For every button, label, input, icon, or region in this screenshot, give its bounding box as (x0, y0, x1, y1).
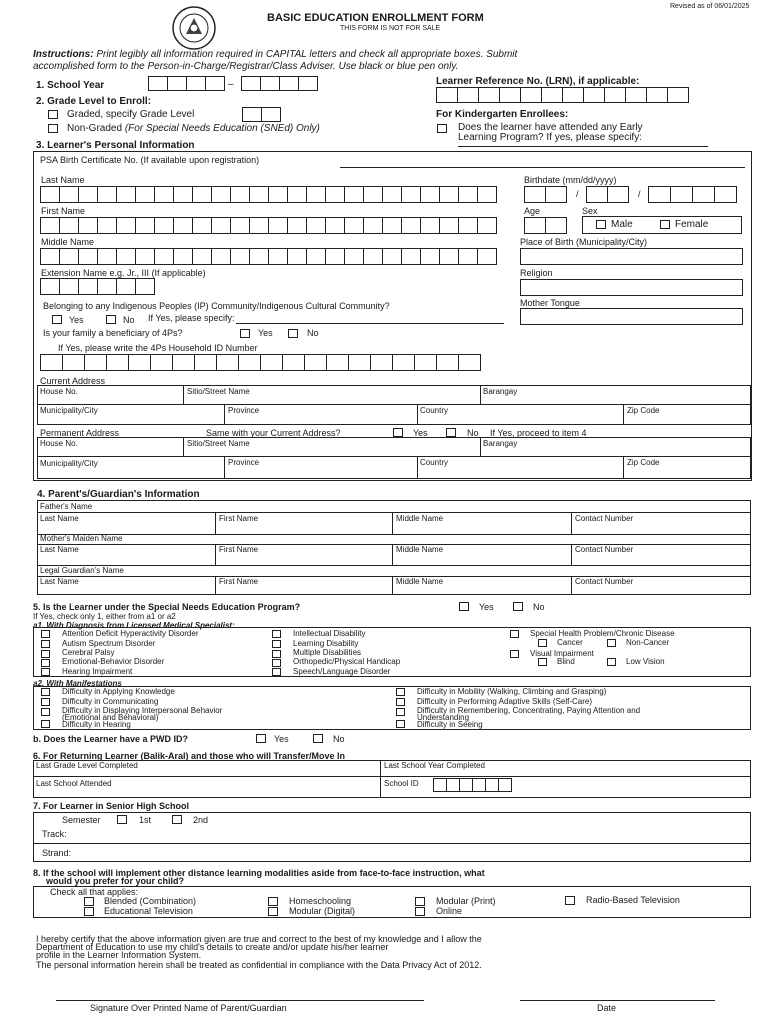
deped-seal (172, 6, 216, 50)
guardian-label: Legal Guardian's Name (40, 566, 124, 575)
modality-q1: 8. If the school will implement other distance learning modalities aside from face-to-face instruction, what (33, 868, 485, 878)
school-year-label: 1. School Year (36, 80, 105, 91)
same-no-label: No (467, 428, 479, 438)
learner-info-label: 3. Learner's Personal Information (36, 140, 195, 151)
middle-name-label: Middle Name (41, 237, 95, 247)
revision-date: Revised as of 06/01/2025 (670, 3, 750, 10)
sned-question: 5. Is the Learner under the Special Needs Education Program? (33, 602, 301, 612)
opt-radio-tv: Radio-Based Television (586, 895, 680, 905)
sem-1st-label: 1st (139, 815, 152, 825)
a1-autism-checkbox[interactable] (41, 640, 50, 648)
male-checkbox[interactable] (596, 220, 606, 229)
a1-id: Intellectual Disability (293, 629, 366, 638)
a1-oph-checkbox[interactable] (272, 659, 281, 667)
4ps-no-label: No (307, 328, 319, 338)
cur-brgy-label: Barangay (483, 387, 518, 396)
4ps-no-checkbox[interactable] (288, 329, 298, 338)
last-name-label: Last Name (41, 175, 85, 185)
cur-sitio-label: Sitio/Street Name (187, 387, 250, 396)
female-checkbox[interactable] (660, 220, 670, 229)
blended-checkbox[interactable] (84, 897, 94, 906)
school-year-dash: – (228, 79, 234, 90)
ip-question: Belonging to any Indigenous Peoples (IP) Community/Indigenous Cultural Community? (43, 301, 390, 311)
a1-hearing: Hearing Impairment (62, 667, 133, 676)
opt-blended: Blended (Combination) (104, 896, 197, 906)
mother-contact: Contact Number (575, 545, 634, 554)
kinder-label: For Kindergarten Enrollees: (436, 109, 569, 120)
returning-label: 6. For Returning Learner (Balik-Aral) and those who will Transfer/Move In (33, 751, 346, 761)
sned-no-checkbox[interactable] (513, 602, 523, 611)
a1-sld-checkbox[interactable] (272, 668, 281, 676)
a1-ebd-checkbox[interactable] (41, 659, 50, 667)
tongue-field[interactable] (520, 308, 743, 325)
cert-line2: Department of Education to use my child's details to create and/or update his/her learner (36, 942, 389, 952)
a1-visual: Visual Impairment (530, 649, 594, 658)
last-grade-label: Last Grade Level Completed (36, 761, 138, 770)
nongraded-label: Non-Graded (For Special Needs Education (SNEd) Only) (67, 123, 320, 134)
date-line[interactable] (520, 1000, 715, 1001)
female-label: Female (675, 219, 709, 230)
semester-label: Semester (62, 815, 101, 825)
cur-prov-label: Province (228, 406, 260, 415)
perm-sitio-label: Sitio/Street Name (187, 439, 250, 448)
last-school-label: Last School Attended (36, 779, 112, 788)
signature-line[interactable] (56, 1000, 424, 1001)
pob-label: Place of Birth (Municipality/City) (520, 237, 648, 247)
birth-mm[interactable] (524, 186, 566, 203)
4ps-yes-label: Yes (258, 328, 273, 338)
a2-label: a2. With Manifestations (33, 679, 122, 688)
opt-modular-print: Modular (Print) (436, 896, 496, 906)
school-year-start[interactable] (148, 76, 224, 91)
cur-country-label: Country (420, 406, 449, 415)
same-no-checkbox[interactable] (446, 428, 456, 437)
guardian-contact: Contact Number (575, 577, 634, 586)
a2-seeing-checkbox[interactable] (396, 720, 405, 728)
perm-address-label: Permanent Address (40, 428, 120, 438)
modular-print-checkbox[interactable] (415, 897, 425, 906)
ip-specify-line[interactable] (236, 323, 504, 324)
age-boxes[interactable] (524, 217, 566, 234)
father-middle: Middle Name (396, 514, 444, 523)
a2-hearing-checkbox[interactable] (41, 720, 50, 728)
lrn-boxes[interactable] (436, 87, 688, 103)
ip-no-checkbox[interactable] (106, 315, 116, 324)
sem-1st-checkbox[interactable] (117, 815, 127, 824)
a1-adhd-checkbox[interactable] (41, 630, 50, 638)
perm-muni-label: Municipality/City (40, 459, 98, 468)
parent-info-label: 4. Parent's/Guardian's Information (37, 489, 200, 500)
check-all-label: Check all that applies: (50, 887, 139, 897)
school-id-boxes[interactable] (433, 778, 511, 792)
psa-label: PSA Birth Certificate No. (If available upon registration) (40, 155, 260, 165)
current-address-label: Current Address (40, 376, 106, 386)
a2-interpersonal-checkbox[interactable] (41, 708, 50, 716)
same-yes-checkbox[interactable] (393, 428, 403, 437)
mother-first: First Name (219, 545, 259, 554)
ip-yes-checkbox[interactable] (52, 315, 62, 324)
online-checkbox[interactable] (415, 907, 425, 916)
same-yes-label: Yes (413, 428, 428, 438)
a1-cp-checkbox[interactable] (41, 650, 50, 658)
sex-label: Sex (582, 206, 598, 216)
first-name-label: First Name (41, 206, 86, 216)
father-first: First Name (219, 514, 259, 523)
a2-mobility: Difficulty in Mobility (Walking, Climbing and Grasping) (417, 687, 607, 696)
same-address-q: Same with your Current Address? (206, 428, 341, 438)
a1-lowvision-checkbox[interactable] (607, 658, 616, 666)
school-id-label: School ID (384, 779, 419, 788)
a2-knowledge-checkbox[interactable] (41, 688, 50, 696)
graded-label: Graded, specify Grade Level (67, 109, 195, 120)
religion-label: Religion (520, 268, 553, 278)
father-contact: Contact Number (575, 514, 634, 523)
opt-online: Online (436, 906, 463, 916)
last-name-boxes[interactable] (40, 186, 496, 203)
pwd-yes-checkbox[interactable] (256, 734, 266, 743)
a2-hearing: Difficulty in Hearing (62, 720, 131, 729)
a1-noncancer-checkbox[interactable] (607, 639, 616, 647)
graded-checkbox[interactable] (48, 110, 58, 119)
a1-noncancer: Non-Cancer (626, 638, 670, 647)
religion-field[interactable] (520, 279, 743, 296)
perm-brgy-label: Barangay (483, 439, 518, 448)
a1-blind: Blind (557, 657, 575, 666)
a1-hearing-checkbox[interactable] (41, 668, 50, 676)
guardian-last: Last Name (40, 577, 79, 586)
ext-name-boxes[interactable] (40, 278, 154, 295)
guardian-first: First Name (219, 577, 259, 586)
birth-yyyy[interactable] (648, 186, 736, 203)
a1-lowvision: Low Vision (626, 657, 665, 666)
a1-cp: Cerebral Palsy (62, 648, 115, 657)
4ps-id-label: If Yes, please write the 4Ps Household ID Number (58, 343, 258, 353)
4ps-yes-checkbox[interactable] (240, 329, 250, 338)
parent-grid (37, 500, 751, 595)
mother-last: Last Name (40, 545, 79, 554)
sem-2nd-label: 2nd (193, 815, 209, 825)
first-name-boxes[interactable] (40, 217, 496, 234)
sned-note: If Yes, check only 1, either from a1 or a2 (33, 612, 176, 621)
instructions-line1: Instructions: Print legibly all information required in CAPITAL letters and check all appropriate boxes. Submit (33, 49, 518, 60)
sned-yes-checkbox[interactable] (459, 602, 469, 611)
early-learning-q2: Learning Program? If yes, please specify: (458, 132, 642, 143)
ext-name-label: Extension Name e.g. Jr., III (If applicable) (41, 268, 206, 278)
form-title: BASIC EDUCATION ENROLLMENT FORM (267, 12, 484, 24)
male-label: Male (611, 219, 633, 230)
date-label: Date (597, 1003, 617, 1013)
a1-ld-checkbox[interactable] (272, 640, 281, 648)
a1-oph: Orthopedic/Physical Handicap (293, 657, 401, 666)
mother-middle: Middle Name (396, 545, 444, 554)
homeschooling-checkbox[interactable] (268, 897, 278, 906)
a1-md-checkbox[interactable] (272, 650, 281, 658)
cert-line1: I hereby certify that the above information given are true and correct to the best of my knowledge and I allow the (36, 934, 482, 944)
sned-yes-label: Yes (479, 602, 494, 612)
psa-line[interactable] (340, 167, 745, 168)
a2-communicating-checkbox[interactable] (41, 698, 50, 706)
birth-dd[interactable] (586, 186, 628, 203)
perm-zip-label: Zip Code (627, 458, 660, 467)
last-sy-label: Last School Year Completed (384, 761, 485, 770)
a2-adaptive-checkbox[interactable] (396, 698, 405, 706)
grade-level-boxes[interactable] (242, 107, 280, 122)
a2-adaptive: Difficulty in Performing Adaptive Skills (Self-Care) (417, 697, 593, 706)
perm-house-label: House No. (40, 439, 78, 448)
a2-communicating: Difficulty in Communicating (62, 697, 159, 706)
a2-seeing: Difficulty in Seeing (417, 720, 483, 729)
a1-adhd: Attention Deficit Hyperactivity Disorder (62, 629, 199, 638)
a2-remembering-checkbox[interactable] (396, 708, 405, 716)
radio-tv-checkbox[interactable] (565, 896, 575, 905)
a1-label: a1. With Diagnosis from Licensed Medical Specialist: (33, 621, 235, 630)
opt-edtv: Educational Television (104, 906, 193, 916)
pwd-no-label: No (333, 734, 345, 744)
a1-health-checkbox[interactable] (510, 630, 519, 638)
a1-sld: Speech/Language Disorder (293, 667, 391, 676)
lrn-label: Learner Reference No. (LRN), if applicable: (436, 76, 640, 87)
father-last: Last Name (40, 514, 79, 523)
proceed-note: If Yes, proceed to item 4 (490, 428, 587, 438)
pwd-no-checkbox[interactable] (313, 734, 323, 743)
middle-name-boxes[interactable] (40, 248, 496, 265)
birth-slash-2: / (638, 189, 641, 199)
modality-q2: would you prefer for your child? (46, 876, 185, 886)
a1-id-checkbox[interactable] (272, 630, 281, 638)
current-address-grid (37, 385, 751, 425)
strand-label: Strand: (42, 848, 72, 858)
pwd-yes-label: Yes (274, 734, 289, 744)
grade-level-label: 2. Grade Level to Enroll: (36, 96, 152, 107)
a1-cancer: Cancer (557, 638, 583, 647)
a2-interpersonal: Difficulty in Displaying Interpersonal Behavior (62, 706, 223, 715)
a1-blind-checkbox[interactable] (538, 658, 547, 666)
pwd-question: b. Does the Learner have a PWD ID? (33, 734, 189, 744)
edtv-checkbox[interactable] (84, 907, 94, 916)
shs-label: 7. For Learner in Senior High School (33, 801, 190, 811)
4ps-id-boxes[interactable] (40, 354, 480, 371)
a2-mobility-checkbox[interactable] (396, 688, 405, 696)
modular-digital-checkbox[interactable] (268, 907, 278, 916)
mother-label: Mother's Maiden Name (40, 534, 123, 543)
perm-country-label: Country (420, 458, 449, 467)
nongraded-checkbox[interactable] (48, 124, 58, 133)
a2-remembering-sub: Understanding (417, 713, 470, 722)
cert-line3: profile in the Learner Information System. (36, 950, 202, 960)
a2-knowledge: Difficulty in Applying Knowledge (62, 687, 175, 696)
opt-homeschooling: Homeschooling (289, 896, 352, 906)
birth-slash-1: / (576, 189, 579, 199)
ip-specify-label: If Yes, please specify: (148, 313, 235, 323)
instructions-line2: accomplished form to the Person-in-Charge/Registrar/Class Adviser. Use black or blue pen only. (33, 61, 459, 72)
tongue-label: Mother Tongue (520, 298, 580, 308)
a1-md: Multiple Disabilities (293, 648, 362, 657)
ip-yes-label: Yes (69, 315, 84, 325)
a1-ld: Learning Disability (293, 639, 359, 648)
early-learning-checkbox[interactable] (437, 124, 447, 133)
a1-ebd: Emotional-Behavior Disorder (62, 657, 165, 666)
a2-remembering: Difficulty in Remembering, Concentrating, Paying Attention and (417, 706, 641, 715)
sem-2nd-checkbox[interactable] (172, 815, 182, 824)
4ps-question: Is your family a beneficiary of 4Ps? (43, 328, 183, 338)
track-label: Track: (42, 829, 67, 839)
school-year-end[interactable] (241, 76, 317, 91)
a1-cancer-checkbox[interactable] (538, 639, 547, 647)
form-subtitle: THIS FORM IS NOT FOR SALE (340, 25, 441, 32)
guardian-middle: Middle Name (396, 577, 444, 586)
cur-muni-label: Municipality/City (40, 406, 98, 415)
privacy-note: The personal information herein shall be treated as confidential in compliance with the Data Privacy Act of 2012. (36, 960, 482, 970)
ip-no-label: No (123, 315, 135, 325)
pob-field[interactable] (520, 248, 743, 265)
signature-label: Signature Over Printed Name of Parent/Guardian (90, 1003, 287, 1013)
a1-visual-checkbox[interactable] (510, 650, 519, 658)
cur-zip-label: Zip Code (627, 406, 660, 415)
sned-no-label: No (533, 602, 545, 612)
birthdate-label: Birthdate (mm/dd/yyyy) (524, 175, 617, 185)
a2-interpersonal-sub: (Emotional and Behavioral) (62, 713, 159, 722)
age-label: Age (524, 206, 541, 216)
cur-house-label: House No. (40, 387, 78, 396)
opt-modular-digital: Modular (Digital) (289, 906, 356, 916)
early-learning-q1: Does the learner have attended any Early (458, 122, 643, 133)
a1-autism: Autism Spectrum Disorder (62, 639, 156, 648)
a1-health: Special Health Problem/Chronic Disease (530, 629, 675, 638)
perm-prov-label: Province (228, 458, 260, 467)
father-label: Father's Name (40, 502, 93, 511)
